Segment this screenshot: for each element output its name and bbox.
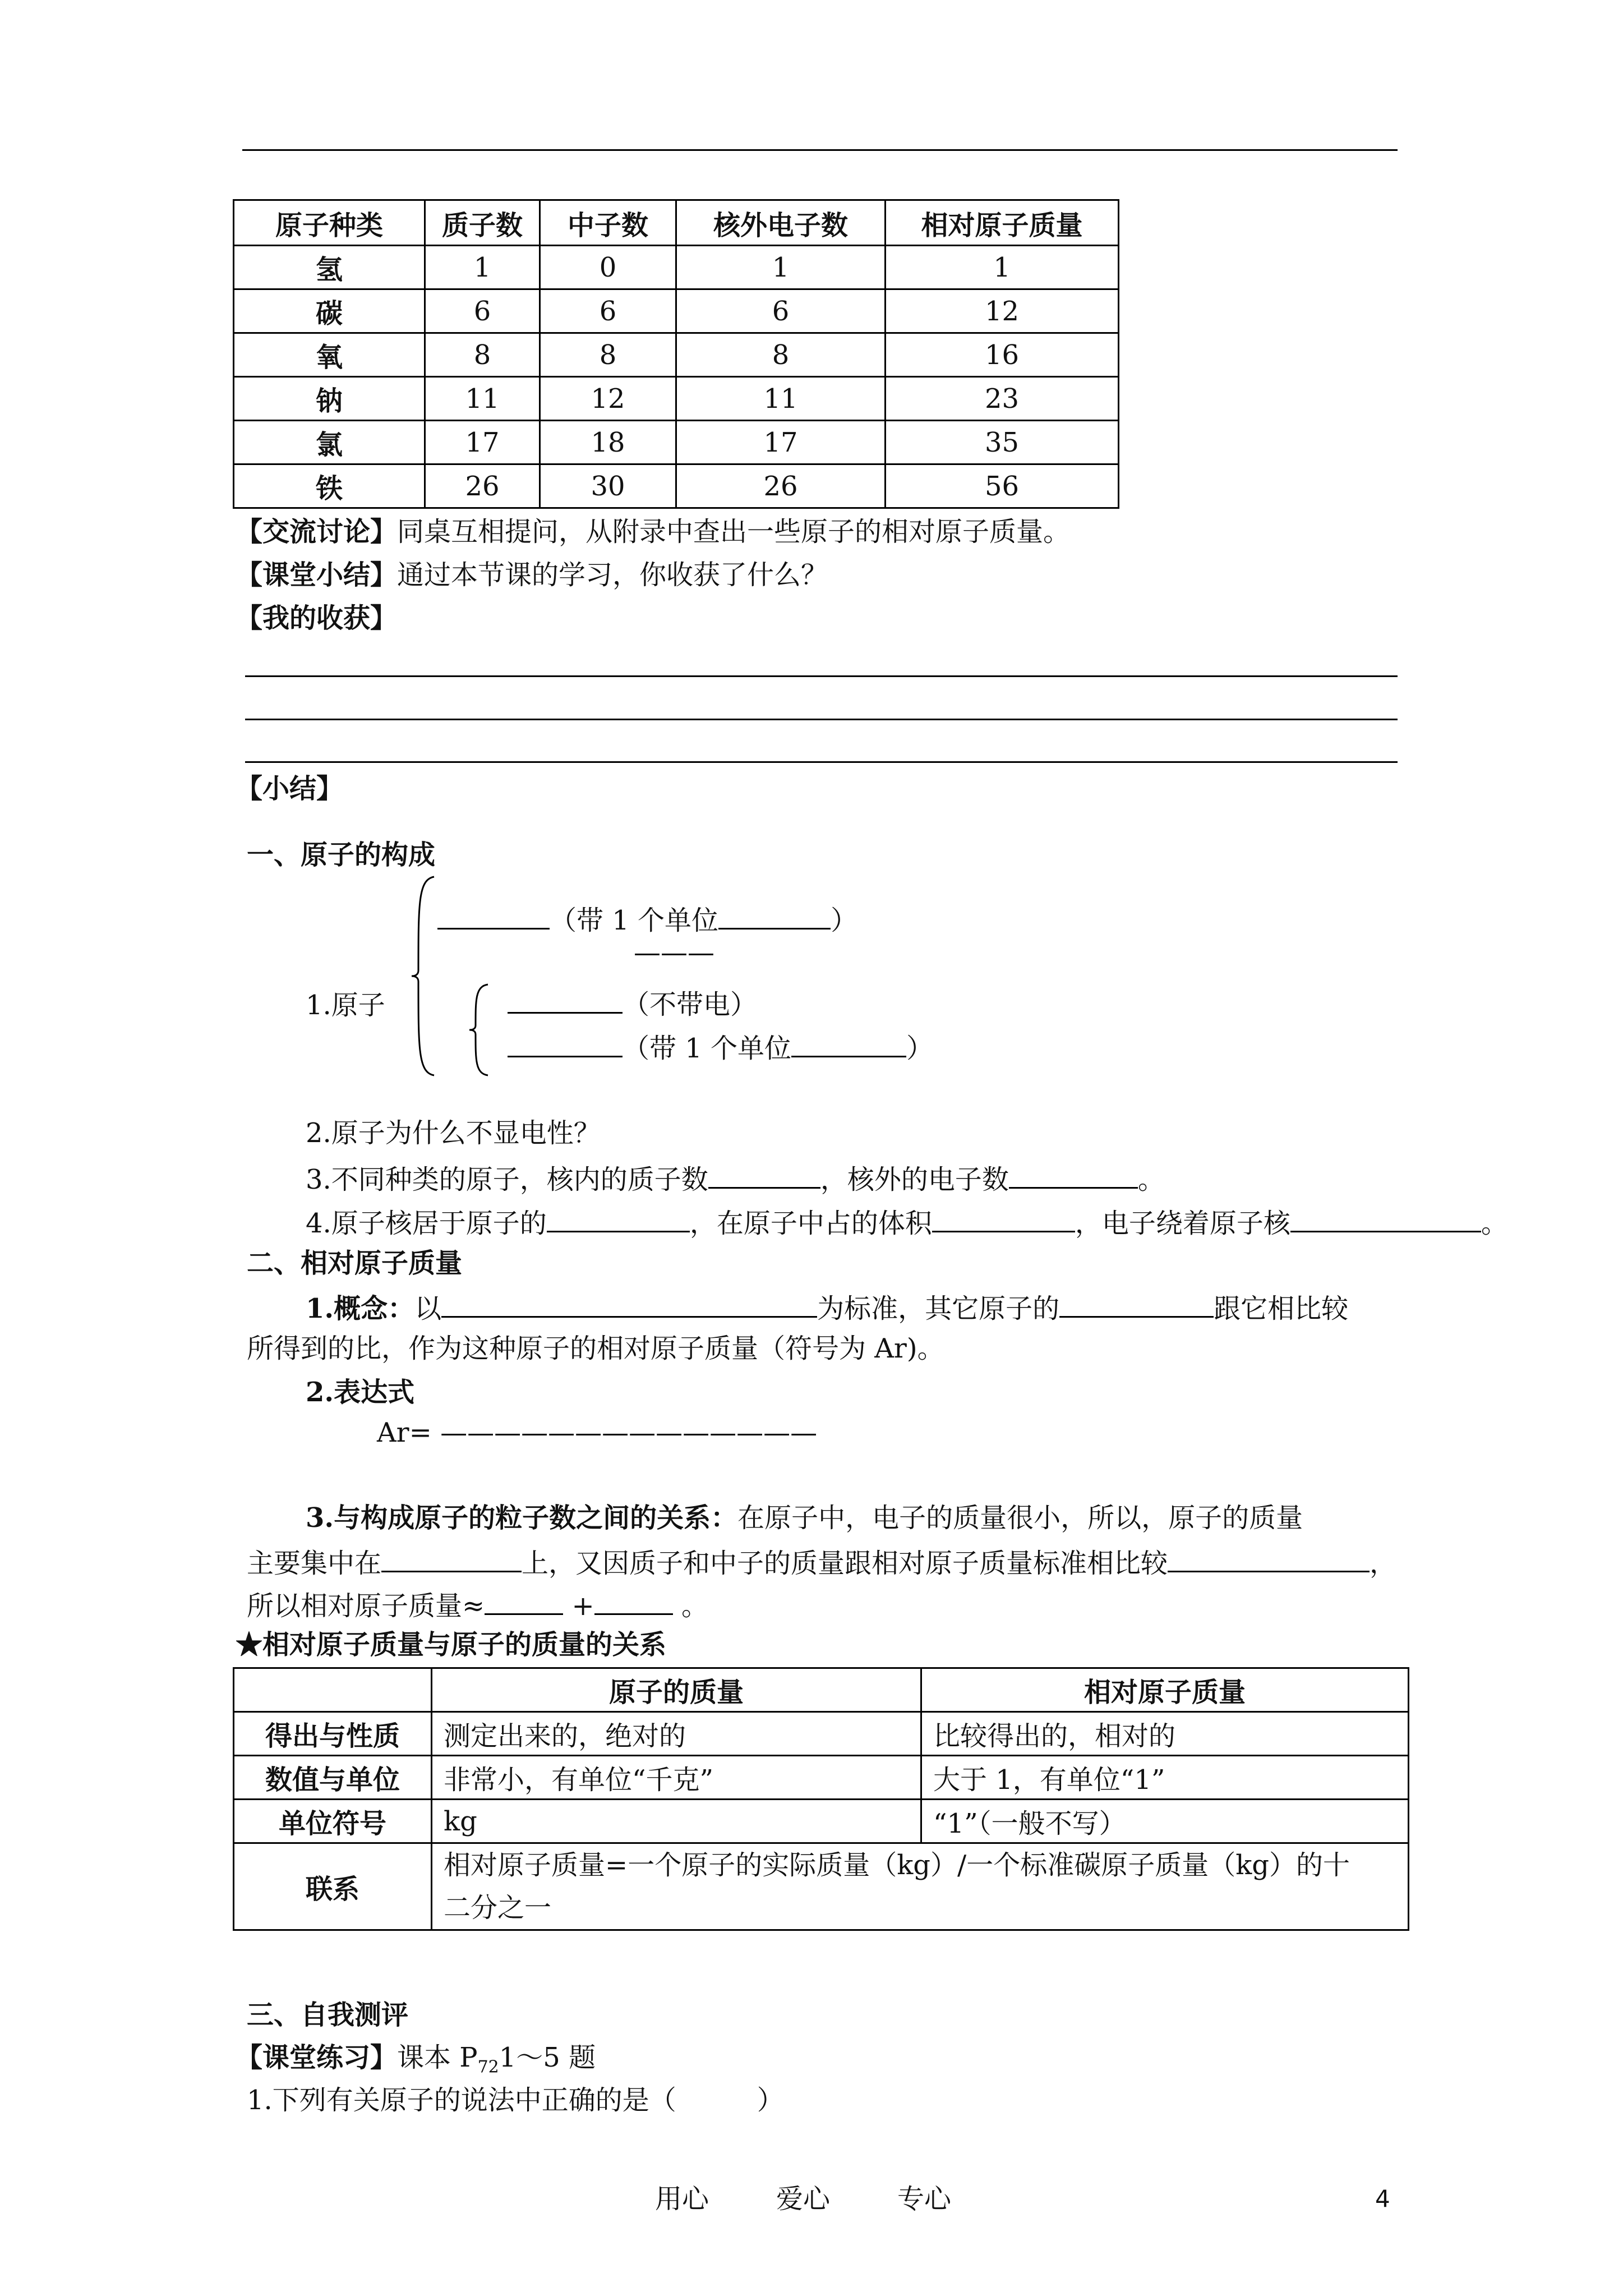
table-row	[234, 464, 1119, 508]
link-text-1: 相对原子质量=一个原子的实际质量（kg）/一个标准碳原子质量（kg）的十	[444, 1849, 1350, 1881]
table-row	[234, 246, 1119, 289]
question-3: 3.不同种类的原子，核内的质子数 ，核外的电子数 。	[306, 1160, 1165, 1197]
element-cell: 铁	[234, 464, 425, 508]
blank-line[interactable]	[381, 1544, 522, 1572]
page-number: 4	[1375, 2185, 1390, 2212]
element-cell: 氢	[234, 246, 425, 289]
ar-formula: Ar= ——————————————	[377, 1417, 818, 1448]
value-cell: 16	[886, 333, 1119, 377]
class-summary-label: 【课堂小结】	[236, 559, 398, 591]
element-cell: 氧	[234, 333, 425, 377]
header-cell: 中子数	[540, 200, 676, 246]
class-summary-line	[236, 558, 828, 592]
blank-line[interactable]	[485, 1586, 563, 1615]
harvest-label: 【我的收获】	[236, 602, 398, 634]
blank-line[interactable]	[1168, 1544, 1370, 1572]
footer-motto: 用心 爱心 专心	[655, 2183, 952, 2215]
table-row	[234, 289, 1119, 333]
relation-line-1: 3.与构成原子的粒子数之间的关系：在原子中，电子的质量很小，所以，原子的质量	[306, 1502, 1303, 1534]
blank-line[interactable]	[932, 1204, 1075, 1232]
value-cell: 大于 1，有单位“1”	[921, 1756, 1409, 1800]
value-cell: 6	[676, 289, 886, 333]
blank-line[interactable]	[437, 901, 550, 930]
link-cell	[432, 1843, 1409, 1930]
atom-table	[233, 199, 1119, 509]
value-cell: 23	[886, 377, 1119, 421]
row-label: 数值与单位	[234, 1756, 432, 1800]
inner-brace	[467, 983, 491, 1078]
table-row	[234, 1800, 1409, 1843]
table-row	[234, 377, 1119, 421]
value-cell: 11	[676, 377, 886, 421]
value-cell: 6	[540, 289, 676, 333]
blank-line[interactable]	[441, 1289, 817, 1318]
header-cell	[234, 1668, 432, 1712]
value-cell: 11	[425, 377, 540, 421]
branch-neutron: （不带电）	[508, 985, 757, 1022]
writing-line	[245, 675, 1398, 677]
blank-line[interactable]	[1290, 1204, 1481, 1232]
blank-line[interactable]	[508, 1029, 623, 1057]
value-cell: 测定出来的，绝对的	[432, 1712, 921, 1756]
value-cell: 1	[425, 246, 540, 289]
relation-line-3: 所以相对原子质量≈ + 。	[247, 1586, 708, 1623]
value-cell: 8	[540, 333, 676, 377]
value-cell: 17	[676, 421, 886, 464]
section2-title: 二、相对原子质量	[247, 1248, 463, 1279]
link-text-2: 二分之一	[444, 1892, 552, 1924]
blank-line[interactable]	[1059, 1289, 1214, 1318]
blank-line[interactable]	[791, 1029, 906, 1057]
table-row	[234, 1843, 1409, 1930]
atom-label: 1.原子	[306, 990, 385, 1021]
value-cell: 12	[886, 289, 1119, 333]
mass-relation-table	[233, 1667, 1409, 1931]
section3-title: 三、自我测评	[247, 1999, 409, 2031]
value-cell: 18	[540, 421, 676, 464]
header-cell: 相对原子质量	[921, 1668, 1409, 1712]
value-cell: 非常小，有单位“千克”	[432, 1756, 921, 1800]
discussion-label: 【交流讨论】	[236, 516, 398, 547]
value-cell: 17	[425, 421, 540, 464]
blank-line[interactable]	[1009, 1160, 1138, 1189]
row-label: 联系	[234, 1843, 432, 1930]
value-cell: 6	[425, 289, 540, 333]
value-cell: 比较得出的，相对的	[921, 1712, 1409, 1756]
value-cell: “1”（一般不写）	[921, 1800, 1409, 1843]
question-2: 2.原子为什么不显电性？	[306, 1117, 601, 1149]
concept-line: 1.概念：以 为标准，其它原子的 跟它相比较	[306, 1289, 1348, 1326]
element-cell: 碳	[234, 289, 425, 333]
header-cell: 相对原子质量	[886, 200, 1119, 246]
branch-electron: （带 1 个单位 ）	[508, 1029, 933, 1065]
section1-title: 一、原子的构成	[247, 839, 436, 871]
row-label: 得出与性质	[234, 1712, 432, 1756]
table-row	[234, 1712, 1409, 1756]
blank-line[interactable]	[708, 1160, 820, 1189]
writing-line	[245, 719, 1398, 720]
value-cell: 35	[886, 421, 1119, 464]
value-cell: 1	[886, 246, 1119, 289]
blank-line[interactable]	[594, 1586, 673, 1615]
value-cell: 12	[540, 377, 676, 421]
practice-line: 【课堂练习】课本 $P_{72}1\sim 5$ 题	[236, 2042, 596, 2077]
writing-line	[245, 761, 1398, 763]
element-cell: 氯	[234, 421, 425, 464]
value-cell: 56	[886, 464, 1119, 508]
value-cell: 30	[540, 464, 676, 508]
header-cell: 原子的质量	[432, 1668, 921, 1712]
discussion-text: 同桌互相提问，从附录中查出一些原子的相对原子质量。	[397, 516, 1071, 547]
concept-line-2: 所得到的比，作为这种原子的相对原子质量（符号为 Ar)。	[247, 1333, 944, 1364]
table-row	[234, 333, 1119, 377]
row-label: 单位符号	[234, 1800, 432, 1843]
branch-proton: （带 1 个单位 ）	[437, 901, 857, 937]
summary-label: 【小结】	[236, 773, 344, 804]
branch-dash: ———	[634, 937, 714, 968]
class-summary-text: 通过本节课的学习，你收获了什么？	[397, 559, 828, 591]
element-cell: 钠	[234, 377, 425, 421]
mass-table-header	[234, 1668, 1409, 1712]
outer-brace	[409, 875, 437, 1077]
header-cell: 核外电子数	[676, 200, 886, 246]
table-row	[234, 1756, 1409, 1800]
value-cell: 26	[425, 464, 540, 508]
relation-line-2: 主要集中在 上，又因质子和中子的质量跟相对原子质量标准相比较 ，	[247, 1544, 1396, 1580]
value-cell: kg	[432, 1800, 921, 1843]
header-rule	[242, 149, 1398, 151]
value-cell: 1	[676, 246, 886, 289]
value-cell: 8	[676, 333, 886, 377]
discussion-line	[236, 515, 1070, 549]
value-cell: 8	[425, 333, 540, 377]
value-cell: 26	[676, 464, 886, 508]
blank-line[interactable]	[547, 1204, 690, 1232]
header-cell: 质子数	[425, 200, 540, 246]
atom-table-header	[234, 200, 1119, 246]
header-cell: 原子种类	[234, 200, 425, 246]
table-row	[234, 421, 1119, 464]
blank-line[interactable]	[508, 985, 623, 1014]
blank-line[interactable]	[718, 901, 831, 930]
star-title: ★相对原子质量与原子的质量的关系	[236, 1629, 667, 1660]
question-4: 4.原子核居于原子的 ，在原子中占的体积 ，电子绕着原子核 。	[306, 1204, 1508, 1240]
value-cell: 0	[540, 246, 676, 289]
expression-label: 2.表达式	[306, 1377, 415, 1408]
question-1: 1.下列有关原子的说法中正确的是（ ）	[247, 2085, 784, 2116]
